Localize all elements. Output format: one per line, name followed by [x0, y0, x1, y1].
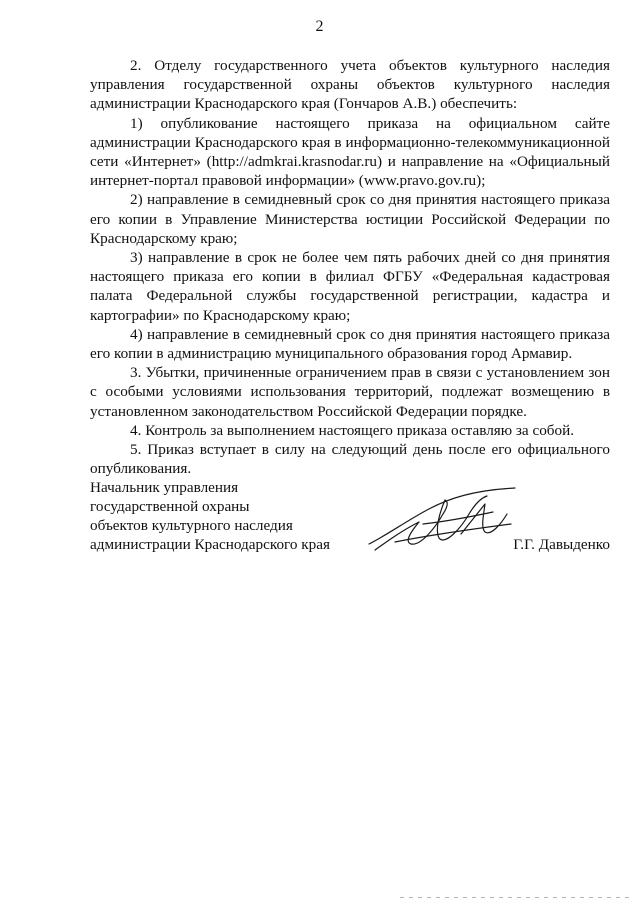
signatory-title-line: администрации Краснодарского края — [90, 536, 330, 553]
paragraph-item-4: 4. Контроль за выполнением настоящего приказа оставляю за собой. — [130, 421, 575, 439]
signatory-title-line: государственной охраны — [90, 498, 250, 515]
signatory-title-line: объектов культурного наследия — [90, 517, 293, 534]
page-number: 2 — [315, 18, 324, 35]
scan-artifact — [400, 896, 630, 899]
handwritten-signature — [365, 484, 525, 556]
paragraph-subitem-1: 1) опубликование настоящего приказа на официальном сайте администрации Краснодарского края в информационно-телекоммуникационной сети «Интернет» (http://admkrai.krasnodar.ru) и направление на «Официальный интернет-портал правовой информации» (www.pravo.gov.ru); — [90, 114, 610, 190]
signature-block — [90, 478, 610, 558]
signatory-name: Г.Г. Давыденко — [513, 536, 610, 553]
paragraph-item-3: 3. Убытки, причиненные ограничением прав в связи с установлением зон с особыми условиями использования территорий, подлежат возмещению в установленном законодательством Российской Федерации порядке. — [90, 364, 610, 420]
paragraph-subitem-2: 2) направление в семидневный срок со дня принятия настоящего приказа его копии в Управление Министерства юстиции Российской Федерации по Краснодарскому краю; — [90, 191, 610, 247]
paragraph-item-2: 2. Отделу государственного учета объектов культурного наследия управления государственной охраны объектов культурного наследия администрации Краснодарского края (Гончаров А.В.) обеспечить: — [90, 57, 610, 113]
signatory-title-line: Начальник управления — [90, 479, 239, 496]
paragraph-subitem-4: 4) направление в семидневный срок со дня принятия настоящего приказа его копии в администрацию муниципального образования город Армавир. — [90, 325, 610, 363]
paragraph-subitem-3: 3) направление в срок не более чем пять рабочих дней со дня принятия настоящего приказа его копии в филиал ФГБУ «Федеральная кадастровая палата Федеральной службы государственной регистрации, кадастра и картографии» по Краснодарскому краю; — [90, 249, 610, 324]
paragraph-item-5: 5. Приказ вступает в силу на следующий день после его официального опубликования. — [90, 441, 610, 478]
document-body — [90, 56, 610, 478]
signatory-title — [90, 478, 350, 554]
